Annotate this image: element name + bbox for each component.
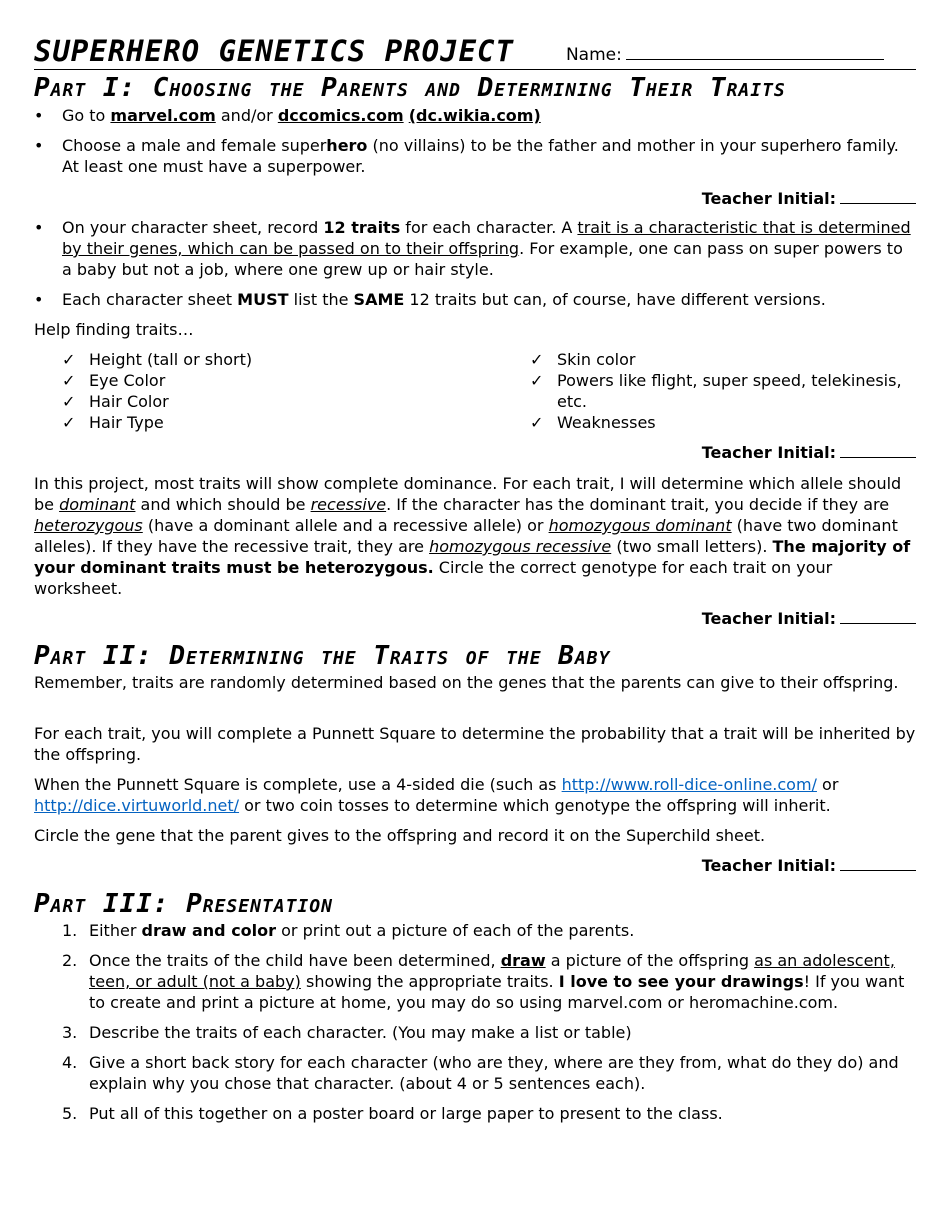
trait-list-right [502, 349, 910, 433]
teacher-initial-2: Teacher Initial: [34, 442, 916, 463]
bullet-choose-parents: • Choose a male and female superhero (no villains) to be the father and mother in your superhero family. At least one must have a superpower. [34, 135, 916, 177]
trait-list-left [34, 349, 502, 433]
bullet-record-traits: • On your character sheet, record 12 traits for each character. A trait is a characteristic that is determined by their genes, which can be passed on to their offspring. For example, one can pass on super powers to a baby but not a job, where one grew up or hair style. [34, 217, 916, 280]
page-title: SUPERHERO GENETICS PROJECT [34, 34, 514, 68]
dccomics-link[interactable]: dccomics.com [277, 106, 404, 125]
teacher-initial-3: Teacher Initial: [34, 608, 916, 629]
part1-bullet-choose [34, 135, 916, 177]
part2-heading: Part II: Determining the Traits of the Baby [34, 641, 611, 671]
part3-section [34, 890, 916, 918]
teacher-initial-blank [840, 610, 916, 624]
teacher-initial-1: Teacher Initial: [34, 188, 916, 209]
list-item: 3. Describe the traits of each character. (You may make a list or table) [62, 1023, 632, 1042]
trait-item: ✓ Skin color [502, 349, 910, 370]
dominance-paragraph: In this project, most traits will show complete dominance. For each trait, I will determine which allele should be dominant and which should be recessive. If the character has the dominant trait, you decide if they are heterozygous (have a dominant allele and a recessive allele) or homozygous dominant (have two dominant alleles). If they have the recessive trait, they are homozygous recessive (two small letters). The majority of your dominant traits must be heterozygous. Circle the correct genotype for each trait on your worksheet. [34, 474, 911, 598]
help-finding-traits: Help finding traits… [34, 320, 194, 339]
name-field [566, 42, 884, 68]
part3-list [34, 920, 916, 1124]
name-label: Name: [565, 45, 622, 65]
trait-item: ✓ Weaknesses [502, 412, 910, 433]
marvel-link[interactable]: marvel.com [110, 106, 216, 125]
part1-bullet-same [34, 289, 916, 310]
part2-p2: For each trait, you will complete a Punnett Square to determine the probability that a trait will be inherited by the offspring. [34, 724, 916, 764]
part2-p4: Circle the gene that the parent gives to the offspring and record it on the Superchild sheet. [34, 826, 766, 845]
teacher-initial-blank [840, 444, 916, 458]
trait-item: ✓ Hair Color [34, 391, 502, 412]
part3-heading: Part III: Presentation [34, 889, 333, 919]
name-blank-line [626, 45, 884, 60]
roll-dice-link[interactable]: http://www.roll-dice-online.com/ [561, 775, 817, 794]
title-divider [34, 69, 916, 70]
part2-section [34, 642, 916, 670]
list-item: 5. Put all of this together on a poster board or large paper to present to the class. [62, 1104, 723, 1123]
trait-item: ✓ Hair Type [34, 412, 502, 433]
dc-wikia-link[interactable]: (dc.wikia.com) [408, 106, 541, 125]
part2-p3: When the Punnett Square is complete, use a 4-sided die (such as http://www.roll-dice-online.com/ or http://dice.virtuworld.net/ or two coin tosses to determine which genotype the offspring will inherit. [34, 775, 839, 815]
list-item: 1. Either draw and color or print out a picture of each of the parents. [62, 921, 635, 940]
virtuworld-dice-link[interactable]: http://dice.virtuworld.net/ [34, 796, 240, 815]
part1-bullets [34, 105, 916, 126]
part1-section [34, 74, 916, 102]
trait-item: ✓ Eye Color [34, 370, 502, 391]
list-item: 4. Give a short back story for each character (who are they, where are they from, what do they do) and explain why you chose that character. (about 4 or 5 sentences each). [62, 1053, 899, 1093]
title-row [34, 34, 916, 68]
trait-item: ✓ Powers like flight, super speed, telekinesis, etc. [502, 370, 910, 412]
trait-checklist [34, 349, 916, 433]
teacher-initial-blank [840, 190, 916, 204]
part1-bullet-traits [34, 217, 916, 280]
bullet-go-to: • Go to marvel.com and/or dccomics.com (dc.wikia.com) [34, 105, 916, 126]
part1-heading: Part I: Choosing the Parents and Determining Their Traits [34, 73, 786, 103]
part2-p1: Remember, traits are randomly determined based on the genes that the parents can give to their offspring. [34, 673, 899, 692]
trait-item: ✓ Height (tall or short) [34, 349, 502, 370]
teacher-initial-blank [840, 857, 916, 871]
bullet-same-traits: • Each character sheet MUST list the SAME 12 traits but can, of course, have different versions. [34, 289, 916, 310]
list-item: 2. Once the traits of the child have been determined, draw a picture of the offspring as an adolescent, teen, or adult (not a baby) showing the appropriate traits. I love to see your drawings! If you want to create and print a picture at home, you may do so using marvel.com or heromachine.com. [62, 951, 905, 1012]
teacher-initial-4: Teacher Initial: [34, 855, 916, 876]
